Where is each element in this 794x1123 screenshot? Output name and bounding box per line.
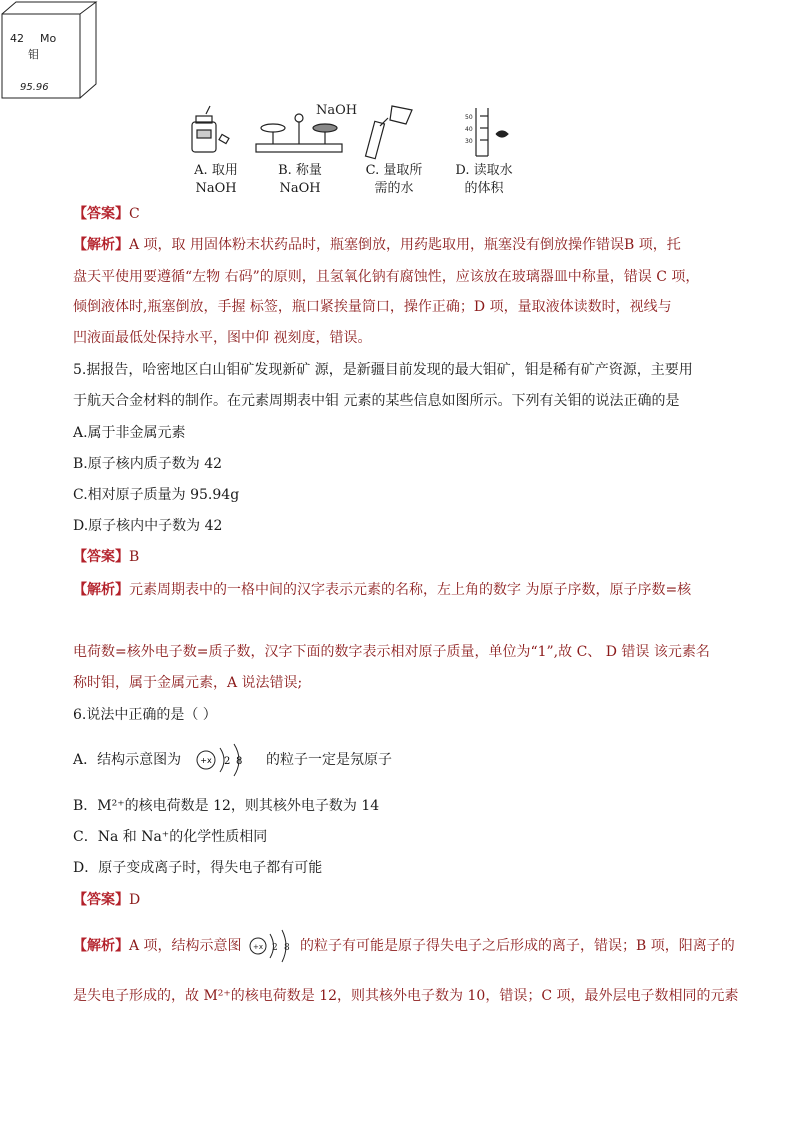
q5-option-a: A.属于非金属元素 [73,425,186,441]
q5-option-c: C.相对原子质量为 95.94g [73,487,240,503]
q5-option-d: D.原子核内中子数为 42 [73,518,223,534]
atom-structure-icon [248,926,298,966]
q6-option-b: B．M²⁺的核电荷数是 12，则其核外电子数为 14 [73,798,380,814]
q5-answer: 【答案】B [73,549,140,565]
element-symbol: Mo [40,32,57,45]
q5-option-b: B.原子核内质子数为 42 [73,456,223,472]
q6-option-d: D．原子变成离子时，得失电子都有可能 [73,860,323,876]
q6-answer: 【答案】D [73,892,141,908]
scale-mark-40: 40 [465,126,473,133]
caption-c: C. 量取所 需的水 [365,163,423,196]
element-name: 钼 [28,48,39,61]
caption-b: B. 称量 NaOH [278,163,322,196]
lab-figure-drawing [180,100,540,162]
q6-option-a: A．结构示意图为 +x 2 8 的粒子一定是氖原子 [73,740,392,780]
svg-text:2: 2 [223,756,230,767]
svg-text:8: 8 [235,756,242,767]
q5-analysis-line: 【解析】元素周期表中的一格中间的汉字表示元素的名称，左上角的数字 为原子序数，原子序数=核 [73,582,692,598]
graduated-cylinder-pour-icon [366,106,412,159]
q6-option-c: C．Na 和 Na⁺的化学性质相同 [73,829,268,845]
svg-text:2: 2 [272,943,278,953]
q5-stem: 5.据报告，哈密地区白山钼矿发现新矿 源，是新疆目前发现的最大钼矿，钼是稀有矿产资源，主要用 [73,362,693,378]
q4-analysis-line: 倾倒液体时,瓶塞倒放，手握 标签，瓶口紧挨量筒口，操作正确；D 项，量取液体读数时，视线与 [73,299,672,315]
lab-figure [180,100,540,200]
q6-analysis-line: 【解析】A 项，结构示意图 +x 2 8 的粒子有可能是原子得失电子之后形成的离子，错误；B 项，阳离子的 [73,926,735,966]
svg-text:+x: +x [253,943,264,951]
scale-mark-30: 30 [465,138,473,145]
q4-answer: 【答案】C [73,206,140,222]
atomic-number: 42 [10,32,24,45]
naoh-label: NaOH [316,103,358,118]
q4-analysis-line: 盘天平使用要遵循“左物 右码”的原则，且氢氧化钠有腐蚀性，应该放在玻璃器皿中称量，错误 C 项， [73,269,700,285]
scale-mark-50: 50 [465,114,473,121]
q4-analysis-line: 凹液面最低处保持水平，图中仰 视刻度，错误。 [73,330,372,346]
svg-text:8: 8 [284,943,290,953]
q6-stem: 6.说法中正确的是（ ） [73,707,217,723]
atomic-mass: 95.96 [20,82,49,93]
svg-text:+x: +x [199,756,212,765]
balance-icon [256,114,342,152]
q5-analysis-line: 电荷数=核外电子数=质子数，汉字下面的数字表示相对原子质量，单位为“1”,故 C、 D 错误 该元素名 [73,644,710,660]
atom-structure-icon [194,740,256,780]
q4-analysis-line: 【解析】A 项，取 用固体粉末状药品时，瓶塞倒放，用药匙取用，瓶塞没有倒放操作错误B 项，托 [73,237,681,253]
q5-analysis-line: 称时钼，属于金属元素，A 说法错误; [73,675,303,691]
cylinder-reading-icon [476,108,508,156]
reagent-bottle-icon [192,106,229,152]
caption-a: A. 取用 NaOH [194,163,238,196]
element-tile-frame [0,0,100,100]
q5-stem: 于航天合金材料的制作。在元素周期表中钼 元素的某些信息如图所示。下列有关钼的说法正确的是 [73,393,680,409]
q6-analysis-line: 是失电子形成的，故 M²⁺的核电荷数是 12，则其核外电子数为 10，错误；C 项，最外层电子数相同的元素 [73,988,739,1004]
caption-d: D. 读取水 的体积 [455,163,513,196]
